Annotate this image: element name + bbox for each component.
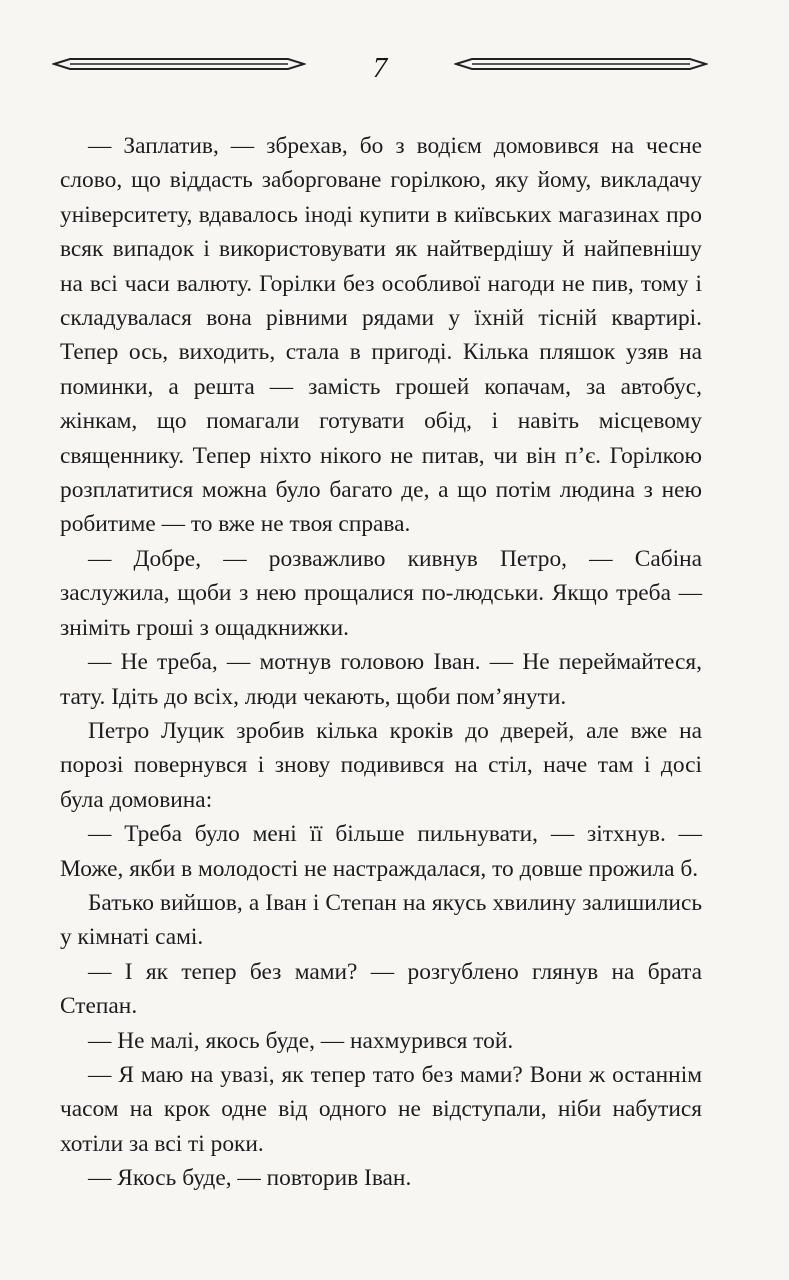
paragraph-5: — Треба було мені її більше пильнувати, — зітхнув. — Може, якби в молодості не настраждалася, то довше прожила б. (60, 821, 702, 882)
left-ornament-line (52, 58, 306, 70)
page-header (52, 50, 708, 86)
paragraph-10: — Якось буде, — повторив Іван. (88, 1165, 412, 1192)
paragraph-7: — І як тепер без мами? — розгублено глянув на брата Степан. (60, 958, 702, 1020)
paragraph-4: Петро Луцик зробив кілька кроків до дверей, але вже на порозі повернувся і знову подивився на стіл, наче там і досі була домовина: (60, 717, 702, 813)
paragraph-6: Батько вийшов, а Іван і Степан на якусь хвилину залишились у кімнаті самі. (60, 889, 702, 951)
paragraph-9: — Я маю на увазі, як тепер тато без мами? Вони ж останнім часом на крок одне від одного не відступали, ніби набутися хотіли за всі ті роки. (60, 1061, 702, 1157)
right-ornament-line (454, 58, 708, 70)
paragraph-3: — Не треба, — мотнув головою Іван. — Не переймайтеся, тату. Ідіть до всіх, люди чекають, щоби пом’янути. (60, 649, 702, 710)
page-text (60, 129, 702, 1196)
paragraph-2: — Добре, — розважливо кивнув Петро, — Сабіна заслужила, щоби з нею прощалися по-людськи. Якщо треба — зніміть гроші з ощадкнижки. (60, 545, 702, 641)
paragraph-1: — Заплатив, — збрехав, бо з водієм домовився на чесне слово, що віддасть заборговане горілкою, яку йому, викладачу університету, вдавалось іноді купити в київських магазинах про всяк випадок і використовувати як найтвердішу й найпевнішу на всі часи валюту. Горілки без особливої нагоди не пив, тому і складувалася вона рівними рядами у їхній тісній квартирі. Тепер ось, виходить, стала в пригоді. Кілька пляшок узяв на поминки, а решта — замість грошей копачам, за автобус, жінкам, що помагали готувати обід, і навіть місцевому священнику. Тепер ніхто нікого не питав, чи він п’є. Горілкою розплатитися можна було багато де, а що потім людина з нею робитиме — то вже не твоя справа. (60, 133, 702, 538)
paragraph-8: — Не малі, якось буде, — нахмурився той. (88, 1027, 514, 1054)
page-number: 7 (372, 52, 388, 84)
